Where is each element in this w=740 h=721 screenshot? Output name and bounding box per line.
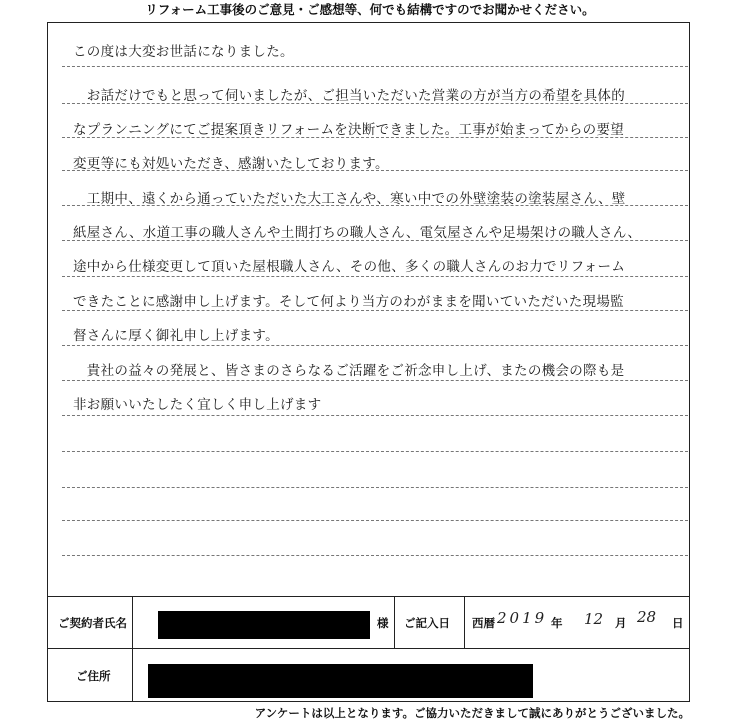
comment-line: この度は大変お世話になりました。 (73, 44, 294, 60)
honorific-label: 様 (377, 616, 389, 630)
date-label: ご記入日 (404, 616, 450, 630)
writing-line (62, 555, 688, 556)
redacted-name (158, 611, 370, 639)
comment-line: お話だけでもと思って伺いましたが、ご担当いただいた営業の方が当方の希望を具体的 (73, 88, 625, 104)
writing-line (62, 276, 688, 277)
writing-line (62, 520, 688, 521)
date-label-divider-left (394, 596, 395, 648)
writing-line (62, 487, 688, 488)
comment-line: 変更等にも対処いただき、感謝いたしております。 (73, 156, 389, 172)
comment-line: 督さんに厚く御礼申し上げます。 (73, 328, 279, 344)
writing-line (62, 380, 688, 381)
closing-note: アンケートは以上となります。ご協力いただきまして誠にありがとうございました。 (254, 706, 690, 720)
year-unit: 年 (551, 616, 563, 630)
redacted-address (148, 664, 533, 698)
writing-line (62, 345, 688, 346)
month-value: 12 (584, 610, 604, 628)
writing-line (62, 451, 688, 452)
era-label: 西暦 (472, 616, 495, 630)
label-column-divider (132, 596, 133, 702)
comment-line: 非お願いいたしたく宜しく申し上げます (73, 397, 322, 413)
day-unit: 日 (672, 616, 684, 630)
writing-line (62, 415, 688, 416)
year-value: 2019 (497, 609, 548, 627)
comment-line: 紙屋さん、水道工事の職人さんや土間打ちの職人さん、電気屋さんや足場架けの職人さん、 (73, 225, 642, 241)
form-divider-middle (47, 648, 690, 649)
date-label-divider-right (464, 596, 465, 648)
day-value: 28 (637, 608, 657, 626)
month-unit: 月 (615, 616, 627, 630)
form-divider-top (47, 596, 690, 597)
comment-line: 工期中、遠くから通っていただいた大工さんや、寒い中での外壁塗装の塗装屋さん、壁 (73, 191, 626, 207)
survey-title: リフォーム工事後のご意見・ご感想等、何でも結構ですのでお聞かせください。 (145, 2, 595, 17)
comment-line: なプランニングにてご提案頂きリフォームを決断できました。工事が始まってからの要望 (73, 122, 625, 138)
name-label: ご契約者氏名 (58, 616, 127, 630)
comment-line: 貴社の益々の発展と、皆さまのさらなるご活躍をご祈念申し上げ、またの機会の際も是 (73, 363, 625, 379)
comment-line: できたことに感謝申し上げます。そして何より当方のわがままを聞いていただいた現場監 (73, 294, 624, 310)
writing-line (62, 66, 688, 67)
comment-line: 途中から仕様変更して頂いた屋根職人さん、その他、多くの職人さんのお力でリフォーム (73, 259, 626, 275)
address-label: ご住所 (76, 669, 111, 683)
